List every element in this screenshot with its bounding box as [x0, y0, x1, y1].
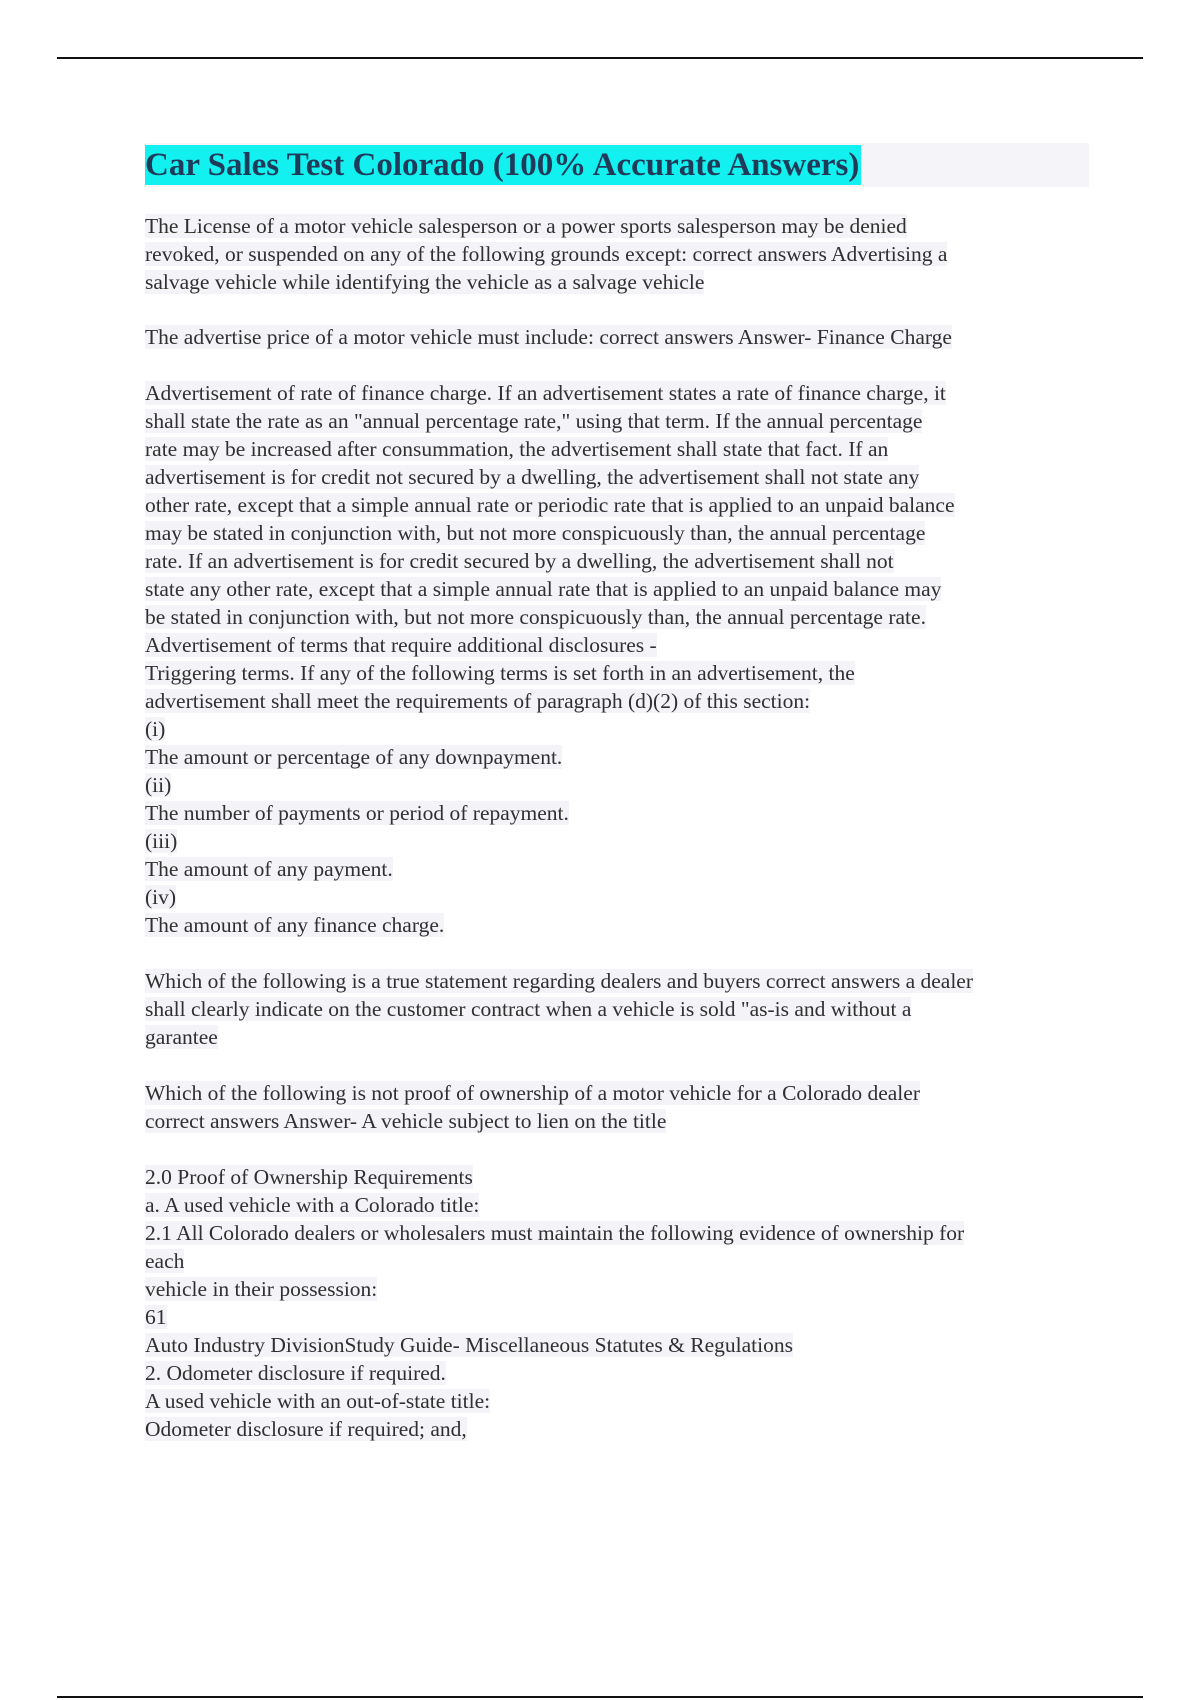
- text-line: Which of the following is a true statement regarding dealers and buyers correct answers a dealer: [145, 969, 974, 993]
- text-line: Advertisement of terms that require additional disclosures -: [145, 633, 657, 657]
- text-line: vehicle in their possession:: [145, 1277, 378, 1301]
- text-line: The amount of any finance charge.: [145, 913, 445, 937]
- paragraph-q3: [145, 967, 1090, 1051]
- text-line: The amount of any payment.: [145, 857, 393, 881]
- text-line: (iv): [145, 885, 177, 909]
- text-line: 2.1 All Colorado dealers or wholesalers must maintain the following evidence of ownership for: [145, 1221, 965, 1245]
- text-line: advertisement shall meet the requirements of paragraph (d)(2) of this section:: [145, 689, 811, 713]
- text-line: 2.0 Proof of Ownership Requirements: [145, 1165, 473, 1189]
- text-line: The advertise price of a motor vehicle must include: correct answers Answer- Finance Charge: [145, 325, 952, 349]
- text-line: garantee: [145, 1025, 218, 1049]
- text-line: The License of a motor vehicle salesperson or a power sports salesperson may be denied: [145, 214, 907, 238]
- paragraph-q4: [145, 1079, 1090, 1135]
- text-line: other rate, except that a simple annual rate or periodic rate that is applied to an unpaid balance: [145, 493, 955, 517]
- title-bar: [145, 143, 1089, 187]
- text-line: 61: [145, 1305, 167, 1329]
- text-line: 2. Odometer disclosure if required.: [145, 1361, 446, 1385]
- text-line: may be stated in conjunction with, but not more conspicuously than, the annual percentage: [145, 521, 926, 545]
- text-line: each: [145, 1249, 185, 1273]
- text-line: salvage vehicle while identifying the vehicle as a salvage vehicle: [145, 270, 705, 294]
- text-line: be stated in conjunction with, but not more conspicuously than, the annual percentage rate.: [145, 605, 926, 629]
- text-line: shall state the rate as an "annual percentage rate," using that term. If the annual percentage: [145, 409, 923, 433]
- paragraph-q2-detail: [145, 379, 1090, 939]
- text-line: (iii): [145, 829, 178, 853]
- top-rule: [57, 57, 1143, 59]
- text-line: correct answers Answer- A vehicle subject to lien on the title: [145, 1109, 667, 1133]
- text-line: Advertisement of rate of finance charge. If an advertisement states a rate of finance charge, it: [145, 381, 946, 405]
- text-line: The amount or percentage of any downpayment.: [145, 745, 563, 769]
- text-line: rate may be increased after consummation, the advertisement shall state that fact. If an: [145, 437, 889, 461]
- paragraph-q4-detail: [145, 1163, 1090, 1443]
- text-line: rate. If an advertisement is for credit secured by a dwelling, the advertisement shall not: [145, 549, 894, 573]
- text-line: Which of the following is not proof of ownership of a motor vehicle for a Colorado dealer: [145, 1081, 920, 1105]
- text-line: Auto Industry DivisionStudy Guide- Miscellaneous Statutes & Regulations: [145, 1333, 793, 1357]
- paragraph-q2: [145, 323, 1090, 351]
- document-body: [145, 143, 1090, 1443]
- text-line: shall clearly indicate on the customer contract when a vehicle is sold "as-is and without a: [145, 997, 912, 1021]
- text-line: (ii): [145, 773, 172, 797]
- text-line: a. A used vehicle with a Colorado title:: [145, 1193, 480, 1217]
- text-line: state any other rate, except that a simple annual rate that is applied to an unpaid balance may: [145, 577, 942, 601]
- text-line: A used vehicle with an out-of-state title:: [145, 1389, 491, 1413]
- text-line: (i): [145, 717, 166, 741]
- text-line: The number of payments or period of repayment.: [145, 801, 569, 825]
- text-line: advertisement is for credit not secured by a dwelling, the advertisement shall not state any: [145, 465, 920, 489]
- text-line: Triggering terms. If any of the following terms is set forth in an advertisement, the: [145, 661, 855, 685]
- text-line: revoked, or suspended on any of the following grounds except: correct answers Advertising a: [145, 242, 948, 266]
- document-title: Car Sales Test Colorado (100% Accurate Answers): [145, 147, 860, 183]
- bottom-rule: [57, 1696, 1143, 1698]
- paragraph-q1: [145, 212, 1090, 296]
- text-line: Odometer disclosure if required; and,: [145, 1417, 467, 1441]
